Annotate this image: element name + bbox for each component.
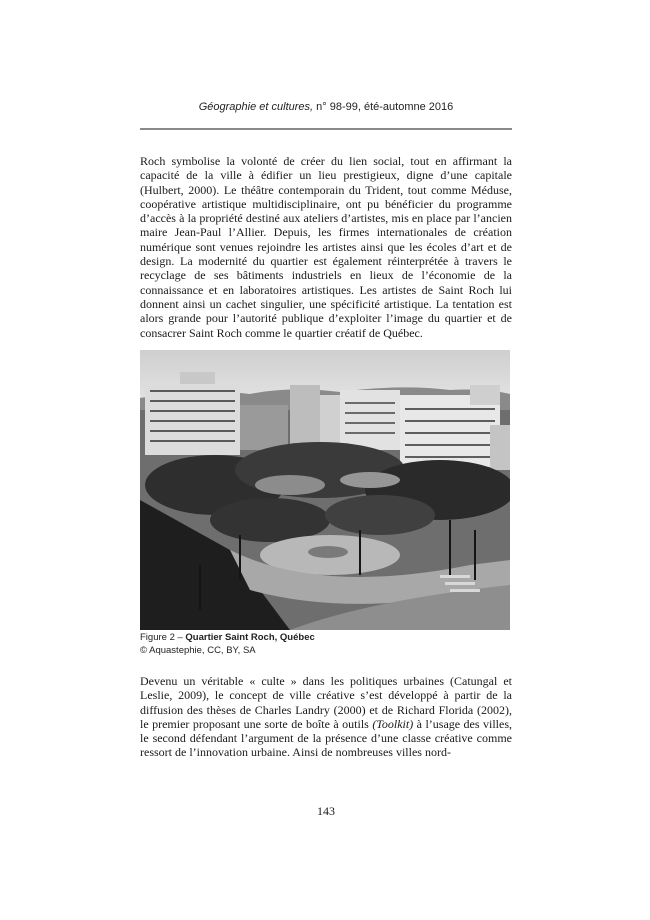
- journal-issue: n° 98-99, été-automne 2016: [313, 101, 454, 113]
- figure-caption-line: [140, 631, 512, 644]
- running-header: [140, 101, 512, 113]
- paragraph2-text-a: Devenu un véritable « culte » dans les politiques urbaines (Catungal et Leslie, 2009), le concept de ville créative s’est développé à partir de la diffusion des thèses de Charles Landry (2000) et de Richard Florida (2002), le premier proposant une sorte de boîte à outils: [140, 674, 512, 731]
- body-paragraph-2: [140, 674, 512, 760]
- header-rule: [140, 128, 512, 130]
- journal-title: Géographie et cultures,: [198, 101, 314, 113]
- figure-credit: © Aquastephie, CC, BY, SA: [140, 645, 256, 656]
- figure-photo-quartier-saint-roch: [140, 350, 510, 630]
- paragraph2-text-b: à l’usage des villes, le second défendant l’argument de la présence d’une classe créative comme ressort de l’innovation urbaine. Ainsi de nombreuses villes nord-: [140, 716, 512, 760]
- page-number: 143: [317, 804, 335, 818]
- figure-caption: [140, 631, 512, 657]
- figure-title: Quartier Saint Roch, Québec: [185, 632, 315, 643]
- paragraph2-toolkit-term: (Toolkit): [372, 716, 414, 731]
- body-paragraph-1: Roch symbolise la volonté de créer du lien social, tout en affirmant la capacité de la ville à édifier un lieu prestigieux, digne d’une capitale (Hulbert, 2000). Le théâtre contemporain du Trident, tout comme Méduse, coopérative artistique multidisciplinaire, ont pu bénéficier du programme d’accès à la propriété destiné aux ateliers d’artistes, mis en place par l’ancien maire Jean-Paul l’Allier. Depuis, les firmes internationales de création numérique sont venues rejoindre les artistes ainsi que les écoles d’art et de design. La modernité du quartier est également réinterprétée à travers le recyclage de ses bâtiments industriels en lieux de l’économie de la connaissance et en laboratoires artistiques. Les artistes de Saint Roch lui donnent ainsi un cachet singulier, une spécificité artistique. La tentation est alors grande pour l’autorité publique d’exploiter l’image du quartier et de consacrer Saint Roch comme le quartier créatif de Québec.: [140, 154, 512, 340]
- figure-label: Figure 2 –: [140, 632, 186, 643]
